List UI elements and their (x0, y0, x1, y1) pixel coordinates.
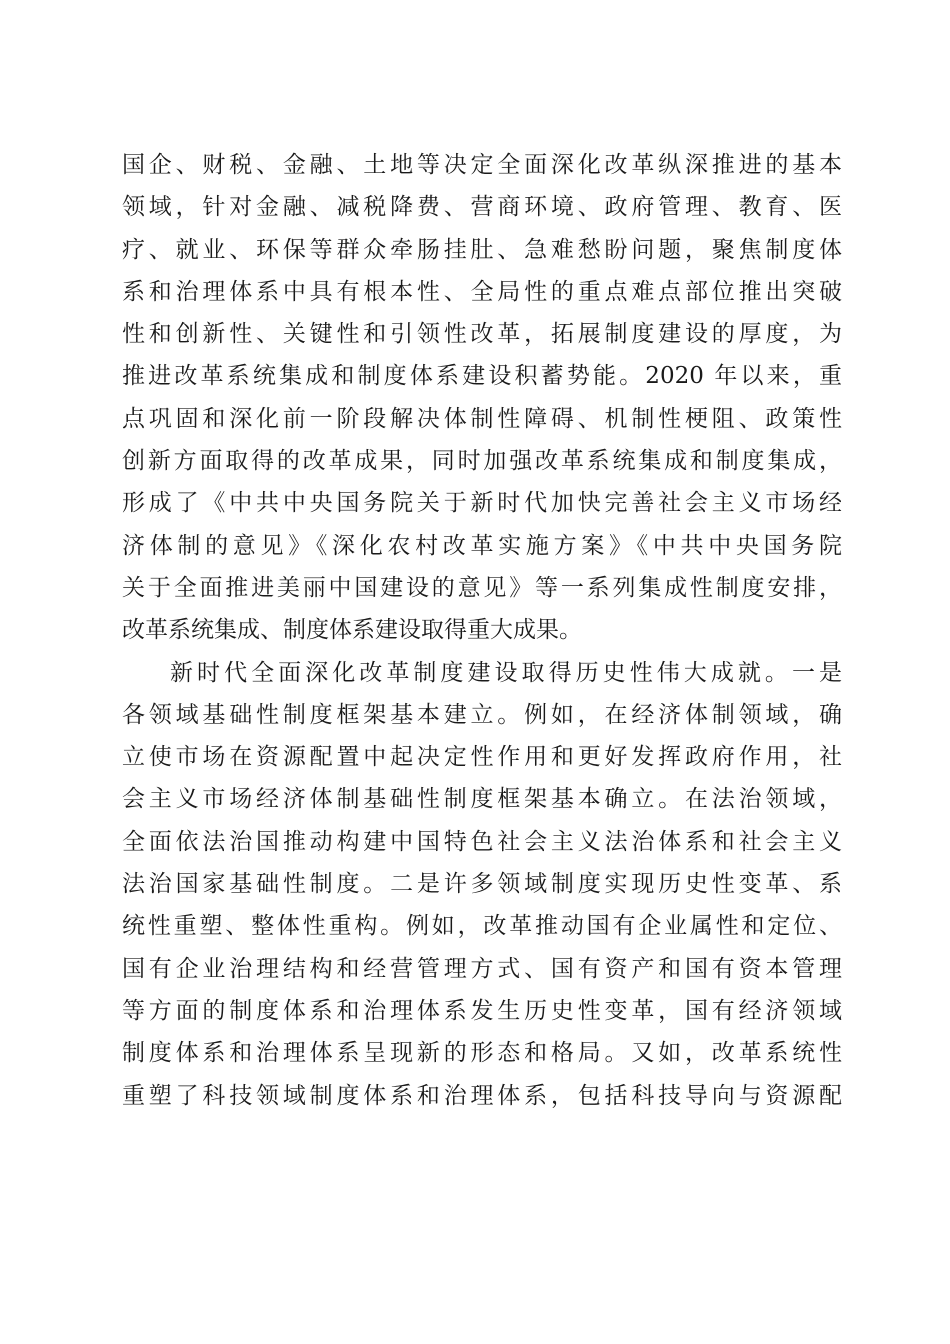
text-line: 系和治理体系中具有根本性、全局性的重点难点部位推出突破 (122, 278, 842, 305)
text-line: 会主义市场经济体制基础性制度框架基本确立。在法治领域， (122, 786, 842, 813)
body-text (122, 144, 842, 1117)
text-line: 制度体系和治理体系呈现新的形态和格局。又如，改革系统性 (122, 1040, 842, 1067)
text-line: 国企、财税、金融、土地等决定全面深化改革纵深推进的基本 (122, 152, 842, 178)
text-line: 形成了《中共中央国务院关于新时代加快完善社会主义市场经 (122, 490, 842, 517)
text-line: 各领域基础性制度框架基本建立。例如，在经济体制领域，确 (122, 701, 842, 728)
text-line: 济体制的意见》《深化农村改革实施方案》《中共中央国务院 (122, 532, 842, 559)
text-line: 点巩固和深化前一阶段解决体制性障碍、机制性梗阻、政策性 (122, 405, 842, 432)
text-line: 性和创新性、关键性和引领性改革，拓展制度建设的厚度，为 (122, 321, 842, 348)
paragraph-first-line: 新时代全面深化改革制度建设取得历史性伟大成就。一是 (170, 659, 842, 686)
text-line: 创新方面取得的改革成果，同时加强改革系统集成和制度集成， (122, 448, 842, 475)
text-line: 国有企业治理结构和经营管理方式、国有资产和国有资本管理 (122, 955, 842, 982)
text-line: 推进改革系统集成和制度体系建设积蓄势能。2020 年以来，重 (122, 363, 842, 390)
text-line: 重塑了科技领域制度体系和治理体系，包括科技导向与资源配 (122, 1082, 842, 1109)
text-line: 统性重塑、整体性重构。例如，改革推动国有企业属性和定位、 (122, 913, 842, 940)
text-line: 法治国家基础性制度。二是许多领域制度实现历史性变革、系 (122, 871, 842, 898)
text-line: 等方面的制度体系和治理体系发生历史性变革，国有经济领域 (122, 997, 842, 1024)
text-line: 领域，针对金融、减税降费、营商环境、政府管理、教育、医 (122, 194, 842, 221)
text-line: 关于全面推进美丽中国建设的意见》等一系列集成性制度安排， (122, 574, 842, 601)
paragraph-end-line: 改革系统集成、制度体系建设取得重大成果。 (122, 617, 582, 644)
text-line: 全面依法治国推动构建中国特色社会主义法治体系和社会主义 (122, 828, 842, 855)
text-line: 疗、就业、环保等群众牵肠挂肚、急难愁盼问题，聚焦制度体 (122, 236, 842, 263)
text-line: 立使市场在资源配置中起决定性作用和更好发挥政府作用，社 (122, 744, 842, 771)
